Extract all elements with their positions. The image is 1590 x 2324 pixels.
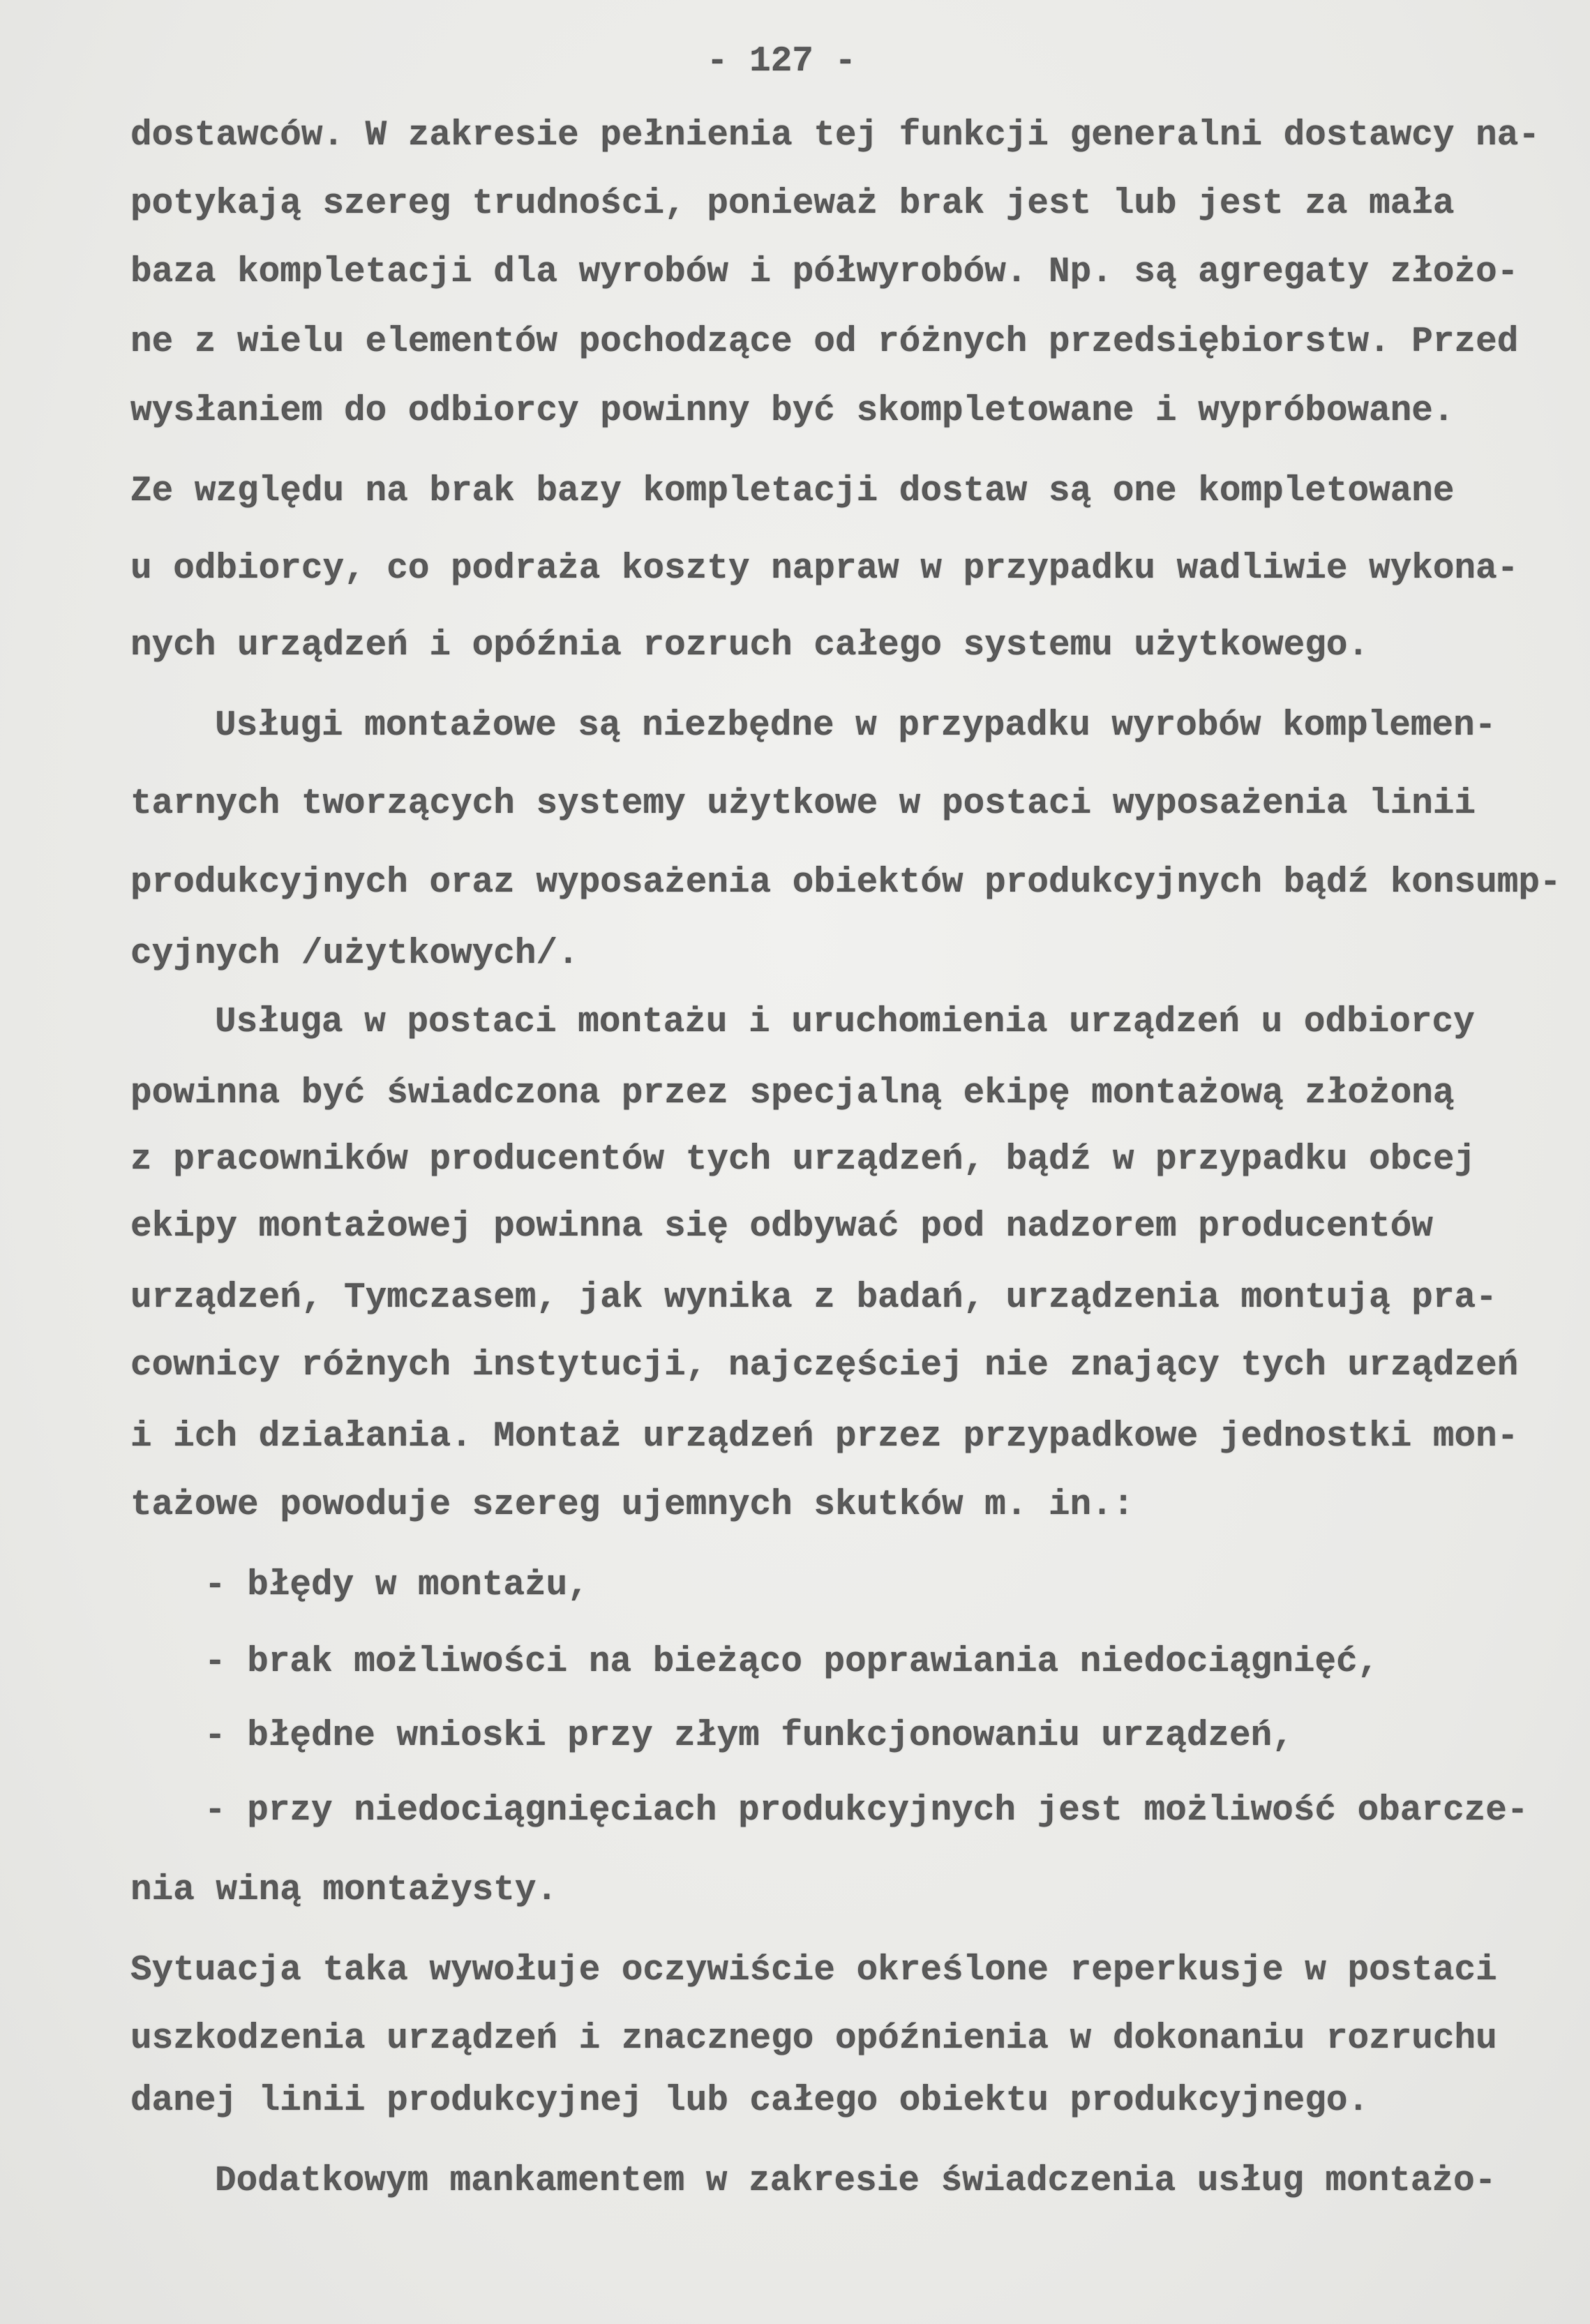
text-line: dostawców. W zakresie pełnienia tej funkcji generalni dostawcy na- — [130, 116, 1540, 156]
text-line: powinna być świadczona przez specjalną ekipę montażową złożoną — [130, 1074, 1455, 1114]
text-line: nia winą montażysty. — [130, 1871, 558, 1910]
text-line: danej linii produkcyjnej lub całego obiektu produkcyjnego. — [130, 2081, 1370, 2121]
text-line: urządzeń, Tymczasem, jak wynika z badań, urządzenia montują pra- — [130, 1278, 1497, 1318]
list-item: - brak możliwości na bieżąco poprawiania niedociągnięć, — [204, 1642, 1379, 1682]
text-line: Ze względu na brak bazy kompletacji dostaw są one kompletowane — [130, 472, 1455, 511]
text-line: ekipy montażowej powinna się odbywać pod nadzorem producentów — [130, 1207, 1433, 1247]
text-line: Sytuacja taka wywołuje oczywiście określone reperkusje w postaci — [130, 1951, 1497, 1991]
text-line: baza kompletacji dla wyrobów i półwyrobów. Np. są agregaty złożo- — [130, 253, 1519, 292]
list-item: - przy niedociągnięciach produkcyjnych jest możliwość obarcze- — [204, 1791, 1529, 1831]
text-line: potykają szereg trudności, ponieważ brak jest lub jest za mała — [130, 184, 1455, 224]
text-line: uszkodzenia urządzeń i znacznego opóźnienia w dokonaniu rozruchu — [130, 2019, 1497, 2059]
text-line: ne z wielu elementów pochodzące od różnych przedsiębiorstw. Przed — [130, 322, 1519, 362]
text-line: produkcyjnych oraz wyposażenia obiektów produkcyjnych bądź konsump- — [130, 863, 1561, 903]
text-line: tarnych tworzących systemy użytkowe w postaci wyposażenia linii — [130, 784, 1476, 824]
text-line: cownicy różnych instytucji, najczęściej nie znający tych urządzeń — [130, 1346, 1519, 1386]
text-line: cyjnych /użytkowych/. — [130, 934, 579, 974]
page-number: - 127 - — [706, 42, 857, 82]
text-line: wysłaniem do odbiorcy powinny być skompletowane i wypróbowane. — [130, 391, 1455, 431]
paragraph-start-line: Dodatkowym mankamentem w zakresie świadczenia usług montażo- — [215, 2161, 1497, 2201]
text-line: tażowe powoduje szereg ujemnych skutków m. in.: — [130, 1485, 1134, 1525]
text-line: nych urządzeń i opóźnia rozruch całego systemu użytkowego. — [130, 626, 1370, 666]
text-line: i ich działania. Montaż urządzeń przez przypadkowe jednostki mon- — [130, 1417, 1519, 1457]
list-item: - błędne wnioski przy złym funkcjonowaniu urządzeń, — [204, 1716, 1293, 1756]
text-line: z pracowników producentów tych urządzeń, bądź w przypadku obcej — [130, 1140, 1476, 1180]
paragraph-start-line: Usługi montażowe są niezbędne w przypadku wyrobów komplemen- — [215, 706, 1497, 746]
text-line: u odbiorcy, co podraża koszty napraw w przypadku wadliwie wykona- — [130, 549, 1519, 589]
paragraph-start-line: Usługa w postaci montażu i uruchomienia urządzeń u odbiorcy — [215, 1003, 1475, 1042]
list-item: - błędy w montażu, — [204, 1566, 589, 1605]
